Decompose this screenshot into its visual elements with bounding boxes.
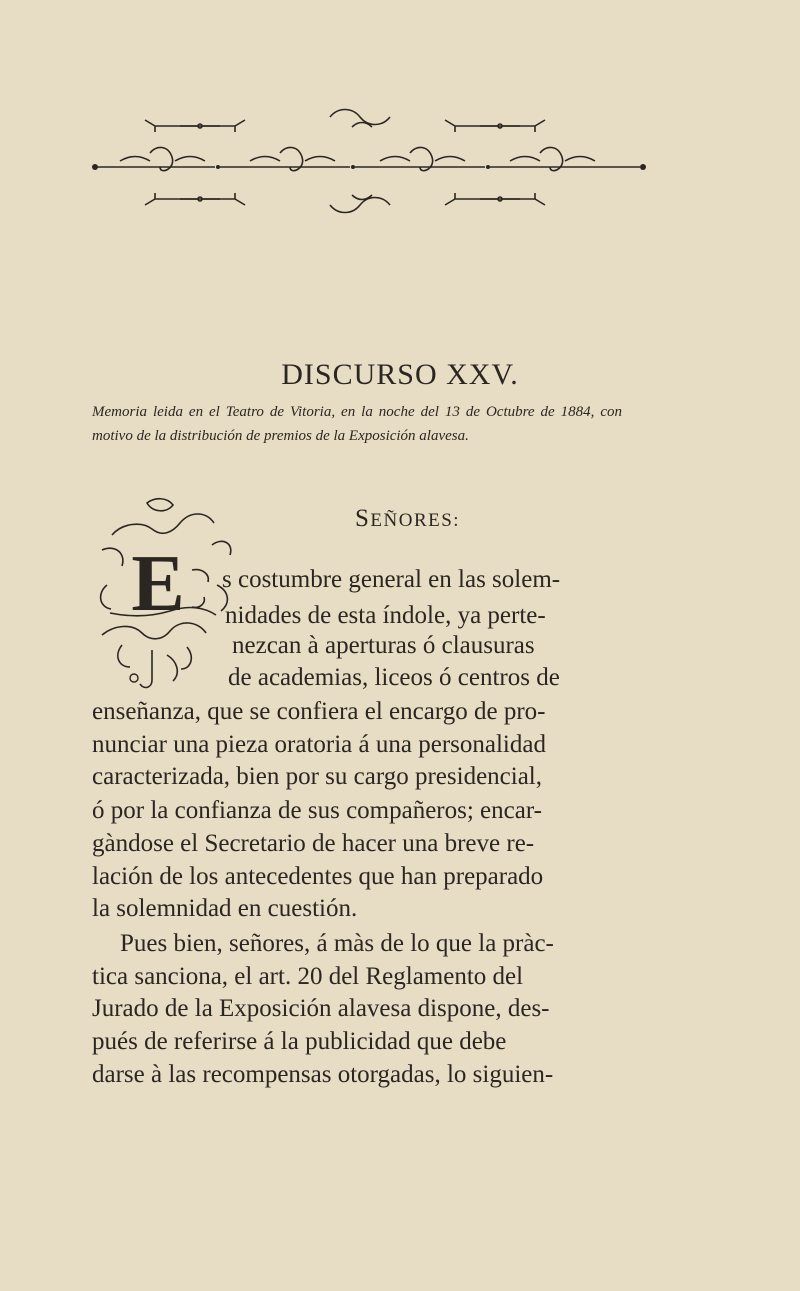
salutation-initial: S [355, 505, 371, 532]
ornament-icon [90, 105, 650, 225]
text-line: nidades de esta índole, ya perte- [225, 602, 546, 629]
text-line: de academias, liceos ó centros de [228, 664, 560, 691]
text-line: Jurado de la Exposición alavesa dispone, des- [92, 995, 550, 1022]
drop-cap-ornament-icon [92, 495, 237, 695]
text-line: nezcan à aperturas ó clausuras [232, 632, 535, 659]
ornamental-header-band [90, 105, 650, 225]
text-line: pués de referirse á la publicidad que debe [92, 1028, 507, 1055]
chapter-heading: DISCURSO XXV. [281, 358, 519, 391]
salutation [355, 505, 460, 533]
text-line: darse à las recompensas otorgadas, lo siguien- [92, 1061, 554, 1088]
text-line: s costumbre general en las solem- [222, 566, 561, 593]
text-line: gàndose el Secretario de hacer una breve re- [92, 830, 535, 857]
drop-cap-letter: E [131, 540, 185, 628]
text-line: Pues bien, señores, á màs de lo que la pràc- [120, 930, 554, 957]
chapter-subtitle: Memoria leida en el Teatro de Vitoria, en la noche del 13 de Octubre de 1884, con motivo de la distribución de premios de la Exposición alavesa. [92, 404, 622, 444]
text-line: lación de los antecedentes que han preparado [92, 863, 544, 890]
text-line: la solemnidad en cuestión. [92, 895, 358, 922]
text-line: enseñanza, que se confiera el encargo de pro- [92, 698, 546, 725]
text-line: caracterizada, bien por su cargo presidencial, [92, 763, 542, 790]
decorated-initial-capital [92, 495, 237, 695]
text-line: nunciar una pieza oratoria á una personalidad [92, 731, 546, 758]
text-line: ó por la confianza de sus compañeros; encar- [92, 797, 542, 824]
salutation-smallcaps: EÑORES: [370, 510, 461, 531]
text-line: tica sanciona, el art. 20 del Reglamento del [92, 963, 524, 990]
